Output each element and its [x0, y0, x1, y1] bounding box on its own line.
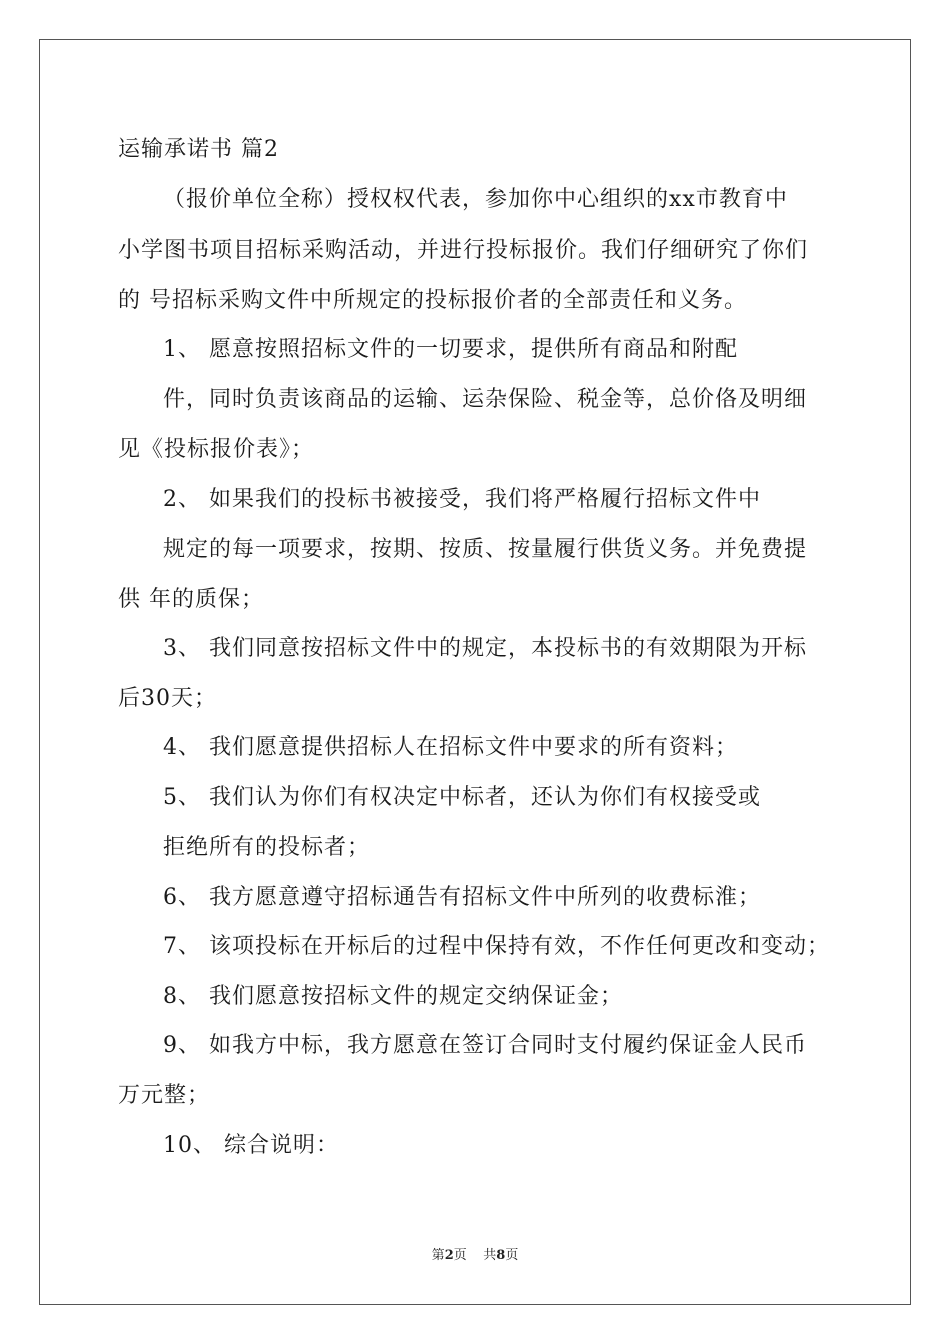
- list-item-2-cont: 供 年的质保；: [118, 587, 264, 612]
- list-item-5-cont: 拒绝所有的投标者；: [163, 835, 371, 860]
- footer-page-suffix: 页: [505, 1248, 519, 1263]
- list-item-10: 10、 综合说明：: [163, 1133, 339, 1158]
- list-item-1-cont: 见《投标报价表》；: [118, 437, 315, 462]
- page-footer: [0, 1248, 950, 1264]
- list-item-9-cont: 万元整；: [118, 1083, 211, 1108]
- footer-page-number: 2: [444, 1248, 454, 1263]
- list-item-2-cont: 规定的每一项要求，按期、按质、按量履行供货义务。并免费提: [163, 537, 808, 562]
- list-item-5: 5、 我们认为你们有权决定中标者，还认为你们有权接受或: [163, 785, 761, 810]
- paragraph-line: 的 号招标采购文件中所规定的投标报价者的全部责任和义务。: [118, 288, 747, 313]
- list-item-4: 4、 我们愿意提供招标人在招标文件中要求的所有资料；: [163, 735, 738, 760]
- list-item-2: 2、 如果我们的投标书被接受，我们将严格履行招标文件中: [163, 487, 761, 512]
- list-item-1-cont: 件，同时负责该商品的运输、运杂保险、税金等，总价佫及明细: [163, 387, 808, 412]
- list-item-7: 7、 该项投标在开标后的过程中保持有效，不作任何更改和变动；: [163, 934, 830, 959]
- footer-total-pages: 8: [496, 1248, 506, 1263]
- list-item-1: 1、 愿意按照招标文件的一切要求，提供所有商品和附配: [163, 337, 738, 362]
- list-item-3: 3、 我们同意按招标文件中的规定，本投标书的有效期限为开标: [163, 636, 807, 661]
- list-item-9: 9、 如我方中标，我方愿意在签订合同时支付履约保证金人民币: [163, 1033, 807, 1058]
- paragraph-line: 小学图书项目招标采购活动，并进行投标报价。我们仔细研究了你们: [118, 238, 809, 263]
- footer-page-mid: 页 共: [453, 1248, 497, 1263]
- document-title: 运输承诺书 篇2: [118, 137, 279, 162]
- list-item-8: 8、 我们愿意按招标文件的规定交纳保证金；: [163, 984, 623, 1009]
- footer-page-prefix: 第: [431, 1248, 445, 1263]
- page-border: [39, 39, 911, 1305]
- list-item-6: 6、 我方愿意遵守招标通告有招标文件中所列的收费标淮；: [163, 885, 761, 910]
- paragraph-line: （报价单位全称）授权权代表，参加你中心组织的xx市教育中: [163, 187, 788, 212]
- list-item-3-cont: 后30天；: [118, 686, 217, 711]
